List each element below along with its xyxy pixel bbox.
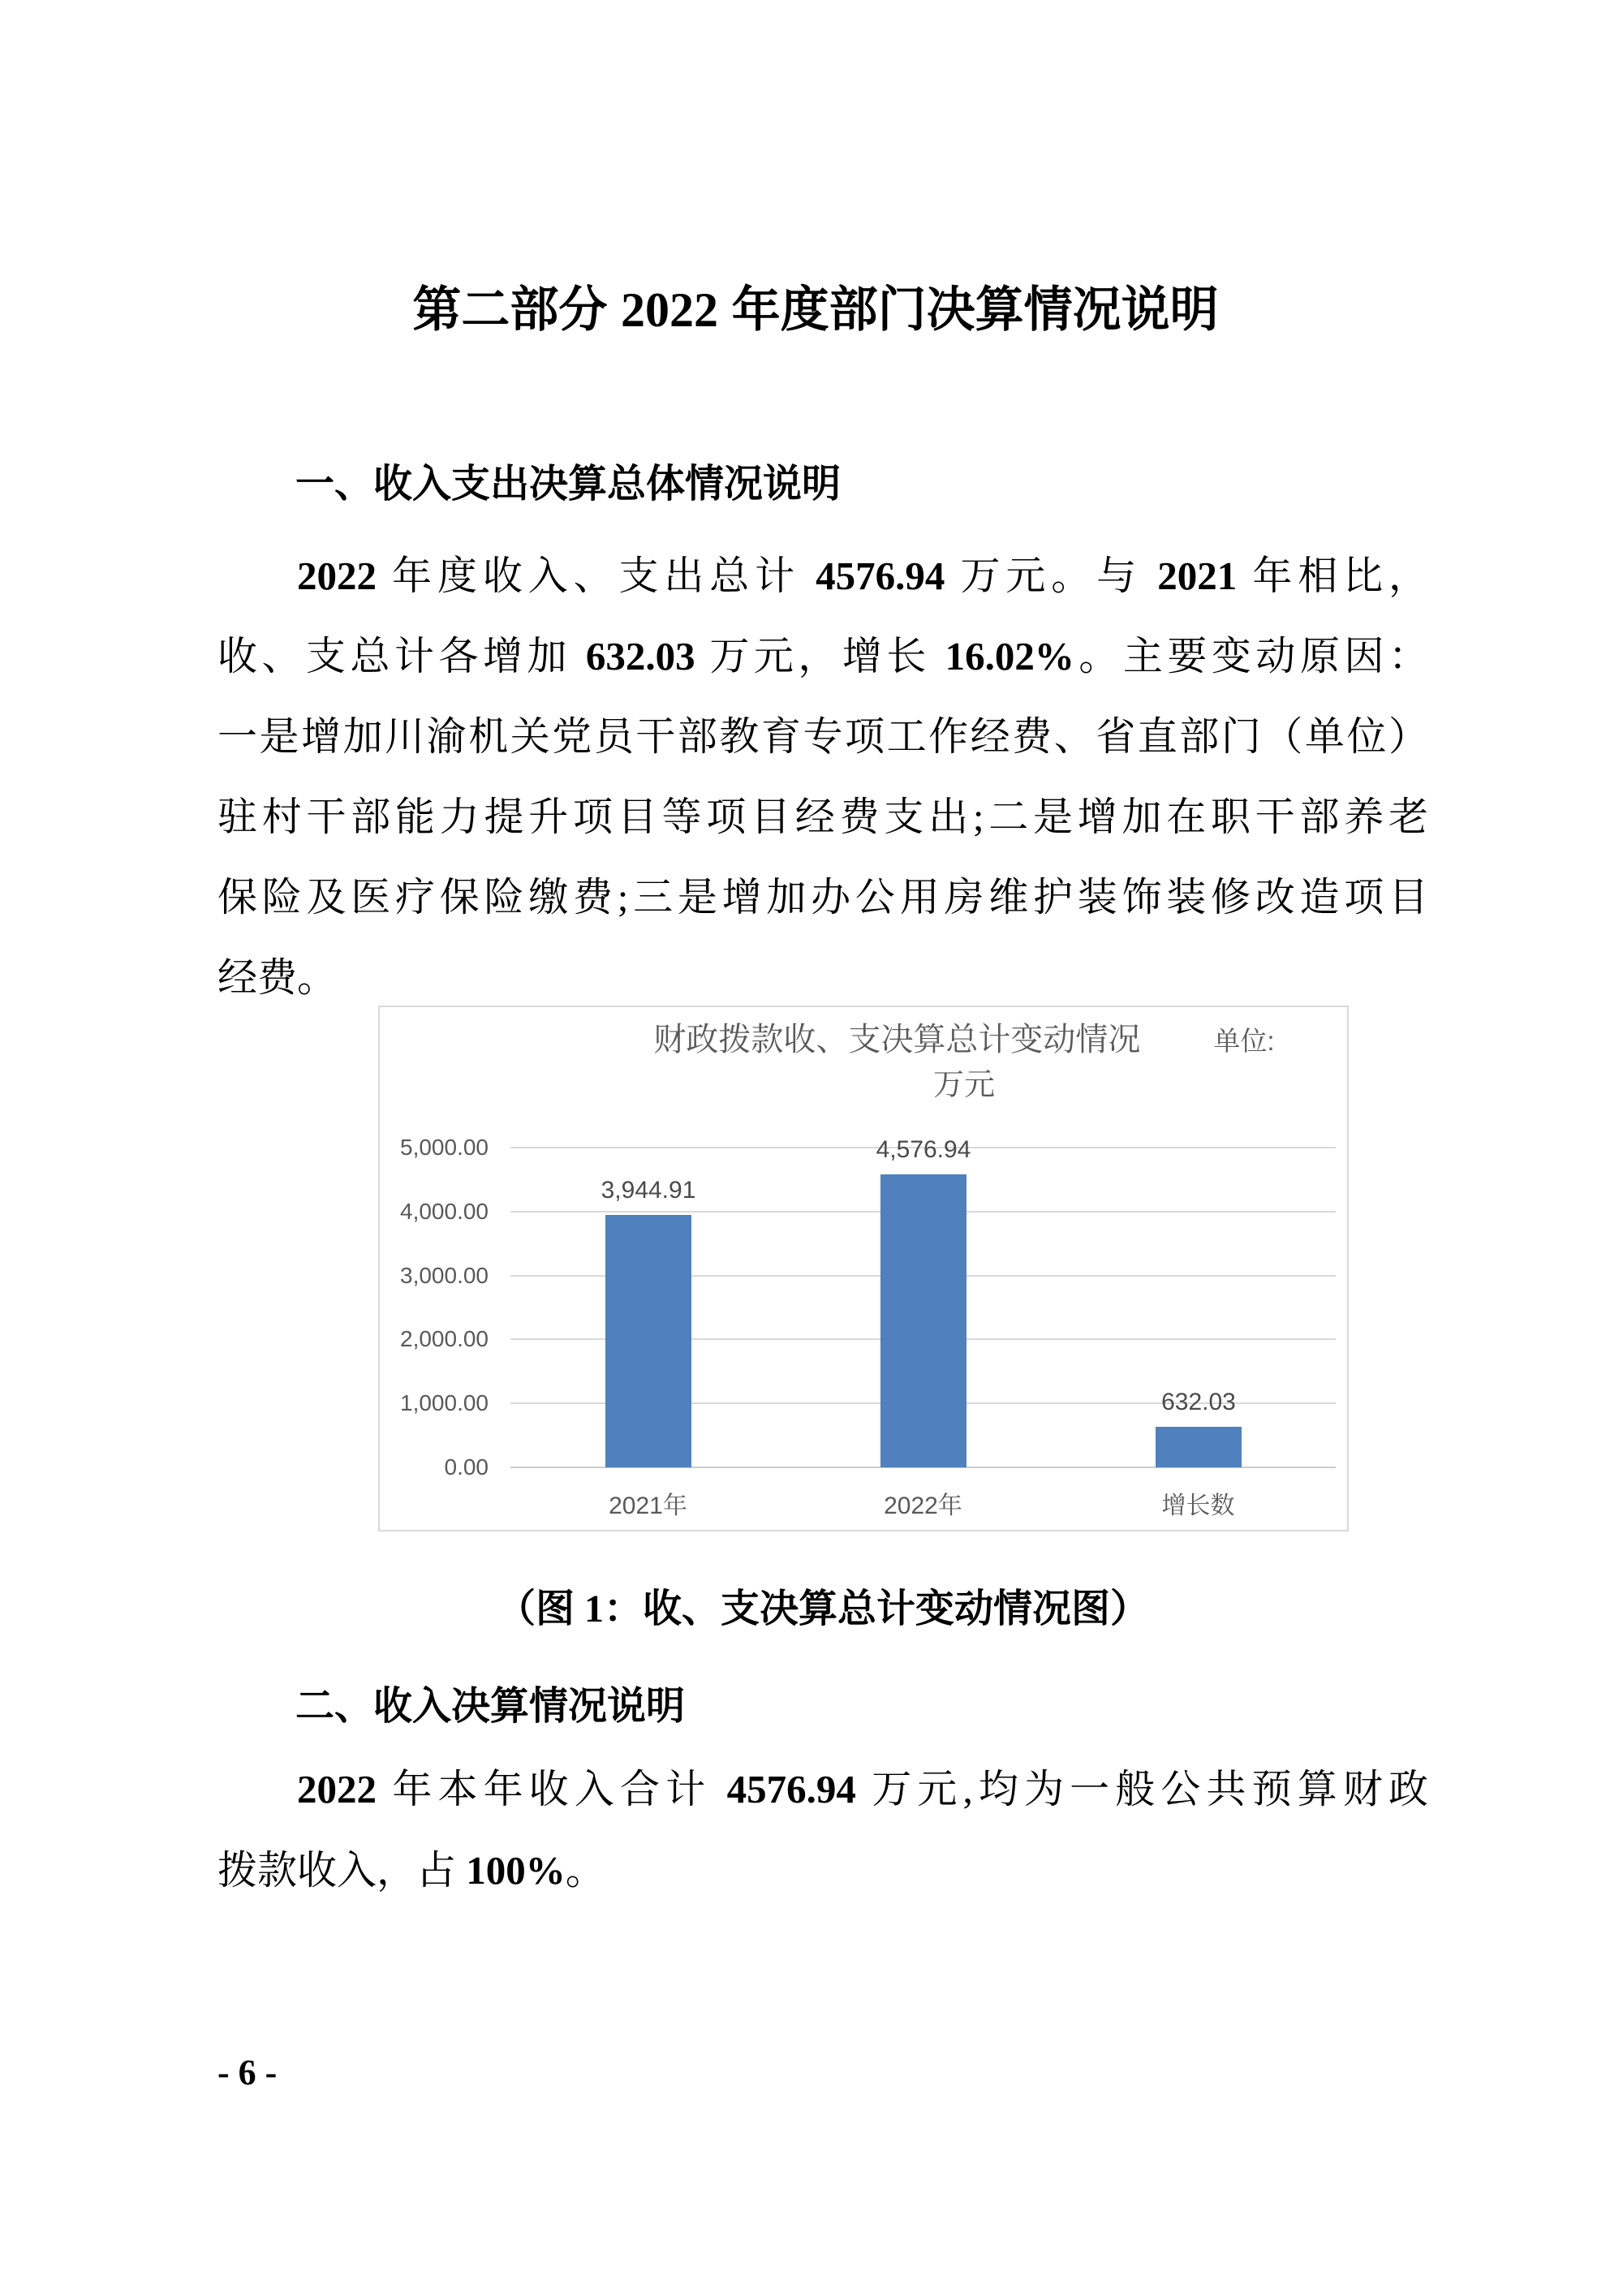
text-run: 万元。与 [945, 554, 1158, 598]
text-run: 保险及医疗保险缴费;三是增加办公用房维护装饰装修改造项目 [217, 875, 1428, 920]
text-run: 2022 [297, 1767, 377, 1811]
text-line [217, 857, 1428, 937]
text-line [211, 279, 1420, 341]
chart-title-text: 财政拨款收、支决算总计变动情况 [653, 1022, 1141, 1058]
y-axis-label: 1,000.00 [400, 1390, 489, 1416]
bar [880, 1174, 966, 1467]
text-run: 2022 [621, 283, 718, 337]
section2-paragraph [217, 1749, 1428, 1911]
text-run: 。 [565, 1848, 605, 1893]
text-run: 收、支总计各增加 [217, 634, 586, 678]
text-run: 年度部门决算情况说明 [718, 282, 1219, 337]
text-line [217, 1830, 1428, 1911]
text-run: （图 1：收、支决算总计变动情况图） [496, 1587, 1149, 1630]
chart-title-line1 [566, 1017, 1362, 1064]
text-run: 2022 [297, 554, 377, 598]
text-line [217, 2052, 542, 2094]
bar [605, 1215, 691, 1467]
y-axis-label: 2,000.00 [400, 1326, 489, 1352]
text-run: 万元，增长 [695, 634, 945, 678]
page-number [217, 2052, 542, 2094]
text-run: 632.03 [585, 634, 695, 678]
chart-unit-prefix: 单位: [1213, 1026, 1275, 1056]
y-axis-label: 5,000.00 [400, 1135, 489, 1160]
text-run: 经费。 [217, 955, 338, 1000]
y-axis-label: 3,000.00 [400, 1262, 489, 1288]
text-line [217, 616, 1428, 696]
bar-chart [378, 1006, 1349, 1531]
text-line [217, 536, 1428, 616]
y-axis-label: 4,000.00 [400, 1198, 489, 1224]
x-axis-label: 2022年 [884, 1493, 962, 1519]
text-line [217, 459, 1428, 510]
x-axis-label: 增长数 [1161, 1493, 1235, 1519]
y-axis-label: 0.00 [444, 1454, 489, 1480]
text-run: 100% [466, 1848, 566, 1893]
section1-paragraph [217, 536, 1428, 1018]
figure-caption [217, 1584, 1428, 1635]
text-line [217, 696, 1428, 777]
page-title [211, 279, 1420, 341]
text-run: - 6 - [217, 2053, 278, 2092]
text-run: 二、收入决算情况说明 [295, 1685, 686, 1728]
text-line [217, 1584, 1428, 1635]
bar [1156, 1427, 1242, 1467]
text-run: 第二部分 [412, 282, 621, 337]
bar-data-label: 3,944.91 [601, 1177, 696, 1204]
text-run: 16.02% [945, 634, 1074, 678]
bar-data-label: 4,576.94 [876, 1136, 971, 1163]
text-line [217, 1749, 1428, 1830]
text-run: 一是增加川渝机关党员干部教育专项工作经费、省直部门（单位） [217, 714, 1428, 759]
text-line [217, 777, 1428, 857]
text-run: 2021 [1157, 554, 1238, 598]
chart-unit-value: 万元 [932, 1068, 995, 1102]
text-run: 一、收入支出决算总体情况说明 [295, 463, 842, 506]
text-run: 拨款收入，占 [217, 1848, 467, 1893]
chart-title [566, 1017, 1362, 1106]
section2-heading [217, 1682, 1428, 1732]
text-run: 年相比， [1237, 554, 1428, 598]
x-axis-label: 2021年 [609, 1493, 687, 1519]
text-line [217, 1682, 1428, 1732]
text-run: 驻村干部能力提升项目等项目经费支出;二是增加在职干部养老 [217, 795, 1428, 839]
text-run: 4576.94 [726, 1767, 856, 1811]
text-run: 。主要变动原因： [1074, 634, 1428, 678]
bar-data-label: 632.03 [1161, 1389, 1236, 1415]
section1-heading [217, 459, 1428, 510]
text-run: 万元,均为一般公共预算财政 [855, 1767, 1428, 1811]
text-run: 年度收入、支出总计 [377, 554, 816, 598]
text-run: 年本年收入合计 [377, 1767, 727, 1811]
text-run: 4576.94 [816, 554, 945, 598]
